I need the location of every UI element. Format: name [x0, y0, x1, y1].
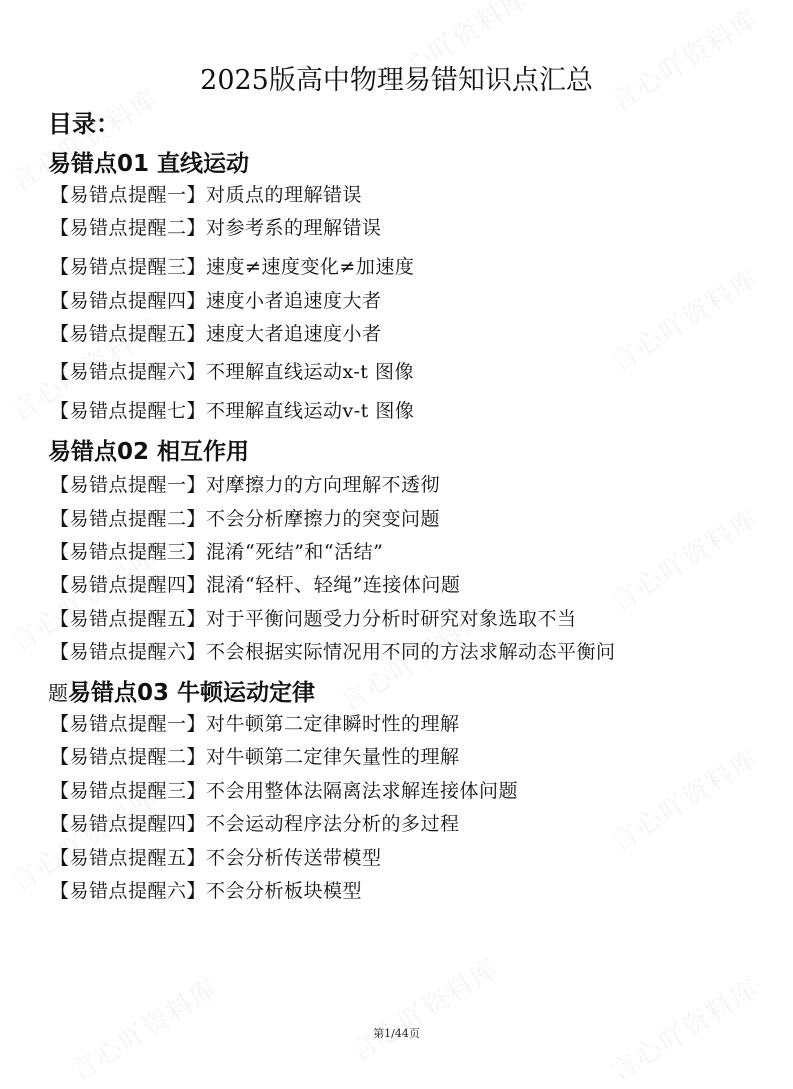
section-heading	[48, 145, 249, 178]
section-title: 易错点03 牛顿运动定律	[68, 680, 316, 706]
toc-item: 【易错点提醒五】速度大者追速度小者	[50, 323, 382, 345]
toc-item: 【易错点提醒六】不理解直线运动x-t 图像	[50, 361, 414, 383]
page-number: 第1/44页	[373, 1027, 420, 1040]
watermark	[603, 738, 765, 858]
watermark	[603, 498, 765, 618]
toc-item: 【易错点提醒三】速度≠速度变化≠加速度	[50, 256, 415, 278]
section-title: 易错点02 相互作用	[48, 439, 250, 465]
toc-item: 【易错点提醒六】不会分析板块模型	[50, 880, 363, 902]
toc-item: 【易错点提醒六】不会根据实际情况用不同的方法求解动态平衡问	[50, 641, 616, 663]
section-prefix: 题	[48, 681, 68, 705]
section-title: 易错点01 直线运动	[48, 151, 250, 177]
toc-item: 【易错点提醒五】对于平衡问题受力分析时研究对象选取不当	[50, 608, 577, 630]
toc-item: 【易错点提醒一】对摩擦力的方向理解不透彻	[50, 474, 441, 496]
section-heading	[48, 433, 249, 466]
section-heading	[48, 674, 315, 707]
document-title: 2025版高中物理易错知识点汇总	[200, 65, 593, 96]
watermark	[343, 948, 505, 1068]
toc-item: 【易错点提醒三】不会用整体法隔离法求解连接体问题	[50, 780, 519, 802]
toc-item: 【易错点提醒七】不理解直线运动v-t 图像	[50, 400, 415, 422]
toc-item: 【易错点提醒二】不会分析摩擦力的突变问题	[50, 508, 441, 530]
toc-item: 【易错点提醒二】对参考系的理解错误	[50, 217, 382, 239]
toc-item: 【易错点提醒一】对质点的理解错误	[50, 184, 363, 206]
toc-item: 【易错点提醒五】不会分析传送带模型	[50, 847, 382, 869]
toc-item: 【易错点提醒四】不会运动程序法分析的多过程	[50, 813, 460, 835]
toc-item: 【易错点提醒三】混淆“死结”和“活结”	[50, 541, 384, 563]
toc-item: 【易错点提醒一】对牛顿第二定律瞬时性的理解	[50, 713, 460, 735]
watermark	[603, 258, 765, 378]
toc-item: 【易错点提醒四】混淆“轻杆、轻绳”连接体问题	[50, 574, 461, 596]
toc-item: 【易错点提醒二】对牛顿第二定律矢量性的理解	[50, 746, 460, 768]
toc-heading: 目录：	[48, 110, 120, 138]
toc-item: 【易错点提醒四】速度小者追速度大者	[50, 290, 382, 312]
